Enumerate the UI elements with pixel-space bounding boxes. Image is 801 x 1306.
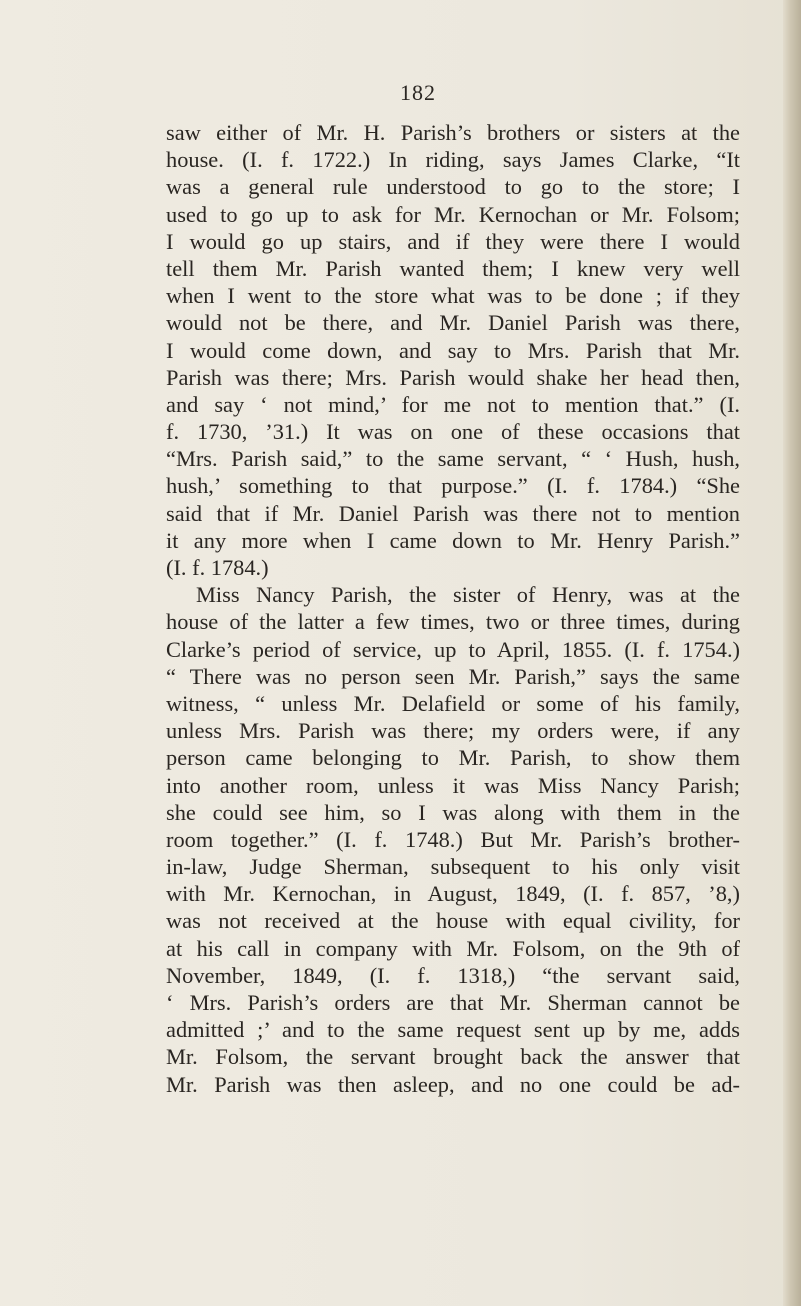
text-line: Mr. Folsom, the servant brought back the answer that (166, 1044, 740, 1070)
text-line: f. 1730, ’31.) It was on one of these occasions that (166, 419, 740, 445)
page-edge-shadow (783, 0, 801, 1306)
text-line: I would go up stairs, and if they were there I would (166, 228, 740, 254)
text-line: when I went to the store what was to be done ; if they (166, 283, 740, 309)
text-line: I would come down, and say to Mrs. Parish that Mr. (166, 337, 740, 363)
text-line: witness, “ unless Mr. Delafield or some of his family, (166, 690, 740, 716)
text-line: November, 1849, (I. f. 1318,) “the servant said, (166, 962, 740, 988)
text-line: Clarke’s period of service, up to April, 1855. (I. f. 1754.) (166, 636, 740, 662)
text-line: at his call in company with Mr. Folsom, on the 9th of (166, 935, 740, 961)
text-line: Mr. Parish was then asleep, and no one could be ad- (166, 1071, 740, 1097)
text-line: saw either of Mr. H. Parish’s brothers or sisters at the (166, 120, 740, 145)
text-line: she could see him, so I was along with them in the (166, 799, 740, 825)
text-line: with Mr. Kernochan, in August, 1849, (I. f. 857, ’8,) (166, 881, 740, 907)
text-line: house. (I. f. 1722.) In riding, says James Clarke, “It (166, 147, 740, 173)
text-line: was a general rule understood to go to the store; I (166, 174, 740, 200)
text-line: Miss Nancy Parish, the sister of Henry, was at the (196, 582, 740, 608)
text-line: “ There was no person seen Mr. Parish,” says the same (166, 663, 740, 689)
text-line: into another room, unless it was Miss Nancy Parish; (166, 772, 740, 798)
text-line: (I. f. 1784.) (166, 555, 269, 580)
text-line: would not be there, and Mr. Daniel Parish was there, (166, 310, 740, 336)
text-line: person came belonging to Mr. Parish, to show them (166, 745, 740, 771)
text-line: unless Mrs. Parish was there; my orders were, if any (166, 718, 740, 744)
text-line: and say ‘ not mind,’ for me not to mention that.” (I. (166, 391, 740, 417)
text-line: used to go up to ask for Mr. Kernochan or Mr. Folsom; (166, 201, 740, 227)
text-line: was not received at the house with equal civility, for (166, 908, 740, 934)
text-line: Parish was there; Mrs. Parish would shake her head then, (166, 364, 740, 390)
text-line: “Mrs. Parish said,” to the same servant, “ ‘ Hush, hush, (166, 446, 740, 472)
body-text (166, 119, 740, 1098)
page-number: 182 (400, 80, 436, 105)
text-line: admitted ;’ and to the same request sent up by me, adds (166, 1017, 740, 1043)
text-line: it any more when I came down to Mr. Henry Parish.” (166, 527, 740, 553)
text-line: in-law, Judge Sherman, subsequent to his only visit (166, 854, 740, 880)
text-line: tell them Mr. Parish wanted them; I knew very well (166, 255, 740, 281)
text-line: house of the latter a few times, two or three times, during (166, 609, 740, 635)
text-line: ‘ Mrs. Parish’s orders are that Mr. Sherman cannot be (166, 990, 740, 1015)
text-line: hush,’ something to that purpose.” (I. f. 1784.) “She (166, 473, 740, 499)
text-line: room together.” (I. f. 1748.) But Mr. Parish’s brother- (166, 826, 740, 852)
text-line: said that if Mr. Daniel Parish was there not to mention (166, 500, 740, 526)
